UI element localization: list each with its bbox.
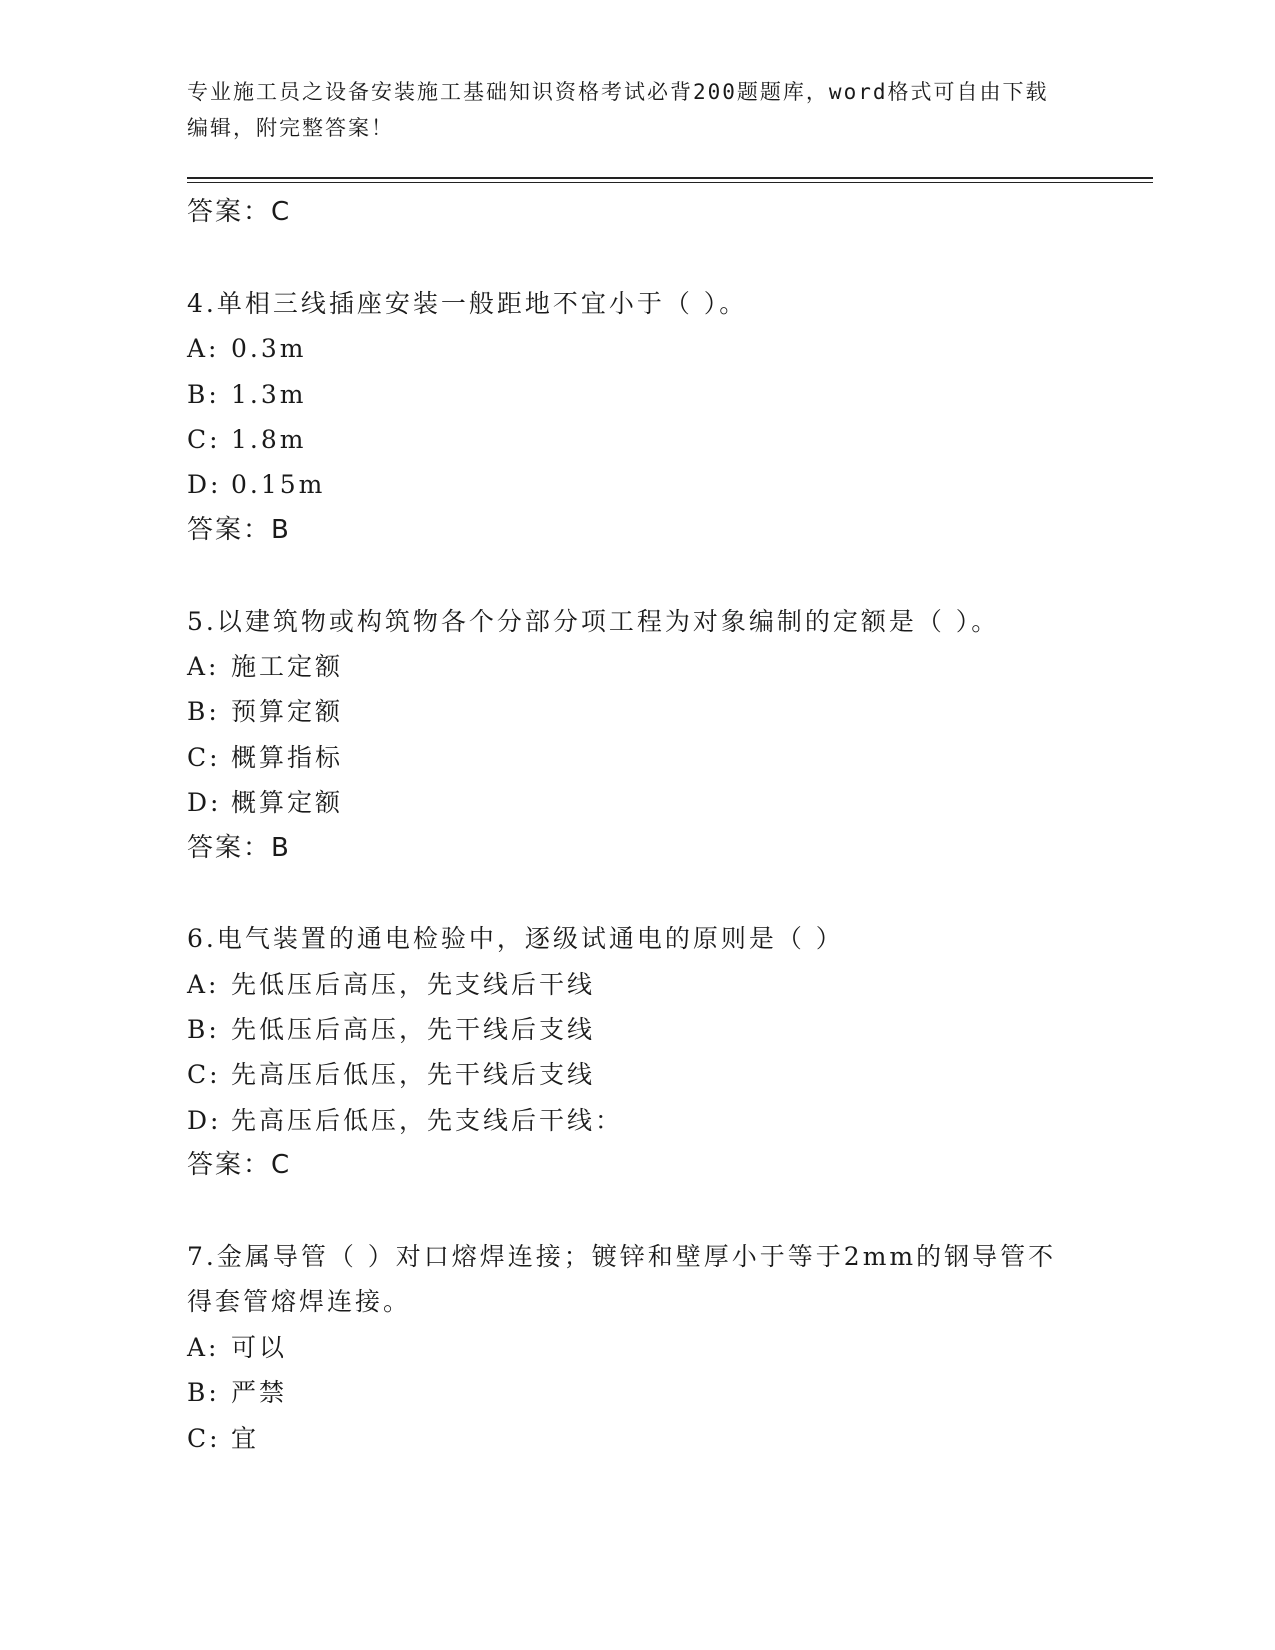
answer-line: 答案：B <box>187 514 291 545</box>
option-b <box>187 1370 1107 1415</box>
option-text: 严禁 <box>231 1378 288 1408</box>
option-label: D: <box>187 1105 222 1135</box>
option-label: C: <box>187 1060 221 1090</box>
option-a <box>187 326 1107 371</box>
option-label: A: <box>187 651 220 681</box>
option-label: D: <box>187 470 222 500</box>
option-label: B: <box>187 379 220 409</box>
option-label: B: <box>187 1378 220 1408</box>
option-text: 先低压后高压，先支线后干线 <box>231 969 596 999</box>
question-stem: 5.以建筑物或构筑物各个分部分项工程为对象编制的定额是（ ）。 <box>187 606 1000 636</box>
option-c <box>187 417 1107 462</box>
option-text: 0.3m <box>231 334 307 364</box>
option-label: A: <box>187 334 220 364</box>
option-label: B: <box>187 697 220 727</box>
option-a <box>187 1325 1107 1370</box>
option-c <box>187 1416 1107 1461</box>
answer-line: 答案：B <box>187 832 291 863</box>
option-text: 施工定额 <box>231 651 344 681</box>
option-label: A: <box>187 1332 220 1362</box>
option-label: A: <box>187 969 220 999</box>
question-stem: 4.单相三线插座安装一般距地不宜小于（ ）。 <box>187 288 748 318</box>
option-c <box>187 1052 1107 1097</box>
option-label: B: <box>187 1015 220 1045</box>
answer-line: 答案：C <box>187 197 292 227</box>
option-text: 先低压后高压，先干线后支线 <box>231 1015 596 1045</box>
option-label: C: <box>187 1423 221 1453</box>
option-c <box>187 735 1107 780</box>
option-d <box>187 1098 1107 1143</box>
option-b <box>187 372 1107 417</box>
option-text: 宜 <box>231 1423 260 1453</box>
option-text: 先高压后低压，先支线后干线： <box>231 1105 624 1135</box>
answer-line: 答案：C <box>187 1150 292 1181</box>
option-a <box>187 962 1107 1007</box>
document-header: 专业施工员之设备安装施工基础知识资格考试必背200题题库，word格式可自由下载编辑，附完整答案！ <box>187 80 1049 140</box>
header-rule-thick <box>187 177 1153 179</box>
option-label: C: <box>187 424 221 454</box>
option-label: D: <box>187 788 222 818</box>
option-text: 可以 <box>231 1332 288 1362</box>
question-list <box>187 190 1107 1461</box>
option-text: 概算定额 <box>231 788 344 818</box>
option-text: 0.15m <box>231 470 326 500</box>
option-text: 1.8m <box>231 424 307 454</box>
option-a <box>187 644 1107 689</box>
header-rule-thin <box>187 182 1153 183</box>
option-text: 1.3m <box>231 379 307 409</box>
question-stem: 6.电气装置的通电检验中，逐级试通电的原则是（ ） <box>187 924 844 954</box>
option-text: 先高压后低压，先干线后支线 <box>231 1060 596 1090</box>
option-d <box>187 780 1107 825</box>
option-text: 概算指标 <box>231 742 344 772</box>
option-text: 预算定额 <box>231 697 344 727</box>
option-b <box>187 689 1107 734</box>
question-stem: 7.金属导管（ ）对口熔焊连接；镀锌和壁厚小于等于2mm的钢导管不得套管熔焊连接。 <box>187 1242 1057 1317</box>
option-label: C: <box>187 742 221 772</box>
option-d <box>187 462 1107 507</box>
option-b <box>187 1007 1107 1052</box>
